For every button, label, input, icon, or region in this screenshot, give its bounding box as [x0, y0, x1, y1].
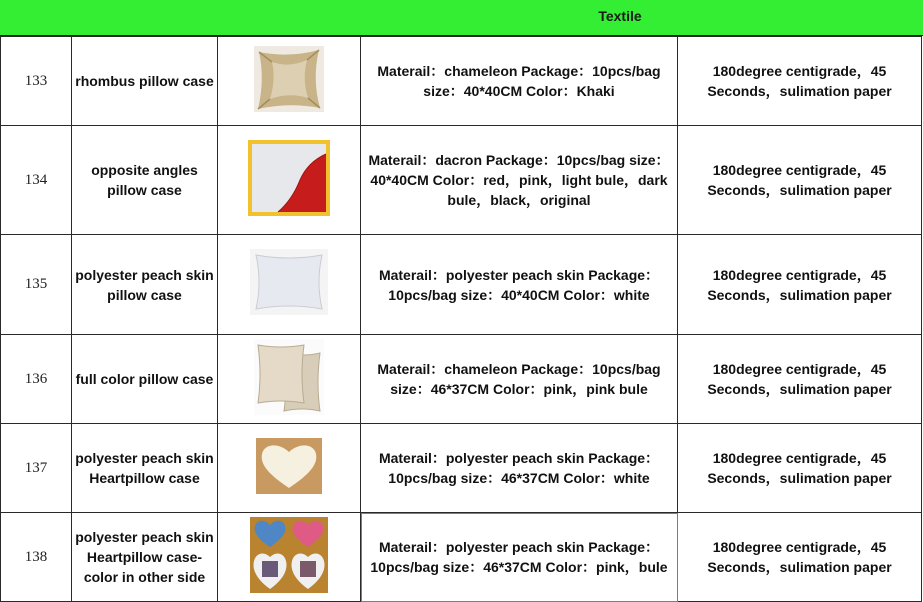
table-row	[1, 424, 922, 513]
table-row	[1, 126, 922, 235]
table-row	[1, 235, 922, 335]
table-row	[1, 335, 922, 424]
table-row	[1, 37, 922, 126]
process-spec: 180degree centigrade，45 Seconds，sulimation paper	[678, 424, 922, 513]
row-number: 136	[1, 335, 72, 424]
product-image-cell	[218, 513, 361, 602]
product-image-cell	[218, 126, 361, 235]
row-number: 135	[1, 235, 72, 335]
khaki-cushion-image	[254, 46, 324, 112]
product-image-cell	[218, 235, 361, 335]
product-image-cell	[218, 37, 361, 126]
section-title: Textile	[598, 8, 642, 24]
product-table	[0, 36, 922, 602]
process-spec: 180degree centigrade，45 Seconds，sulimation paper	[678, 235, 922, 335]
process-spec: 180degree centigrade，45 Seconds，sulimation paper	[678, 335, 922, 424]
product-description: Materail：dacron Package：10pcs/bag size：40*40CM Color：red，pink，light bule，dark bule，black，original	[361, 126, 678, 235]
process-spec: 180degree centigrade，45 Seconds，sulimation paper	[678, 126, 922, 235]
product-description: Materail：polyester peach skin Package：10pcs/bag size：40*40CM Color：white	[361, 235, 678, 335]
product-name: polyester peach skin Heartpillow case	[72, 424, 218, 513]
product-image-cell	[218, 335, 361, 424]
heart-pillow-image	[256, 438, 322, 494]
process-spec: 180degree centigrade，45 Seconds，sulimation paper	[678, 37, 922, 126]
row-number: 137	[1, 424, 72, 513]
product-description: Materail：polyester peach skin Package：10pcs/bag size：46*37CM Color：pink，bule	[361, 513, 678, 602]
white-pillow-image	[250, 249, 328, 315]
product-name: polyester peach skin Heartpillow case-color in other side	[72, 513, 218, 602]
product-name: opposite angles pillow case	[72, 126, 218, 235]
product-image-cell	[218, 424, 361, 513]
product-name: polyester peach skin pillow case	[72, 235, 218, 335]
satin-pillows-image	[254, 339, 324, 415]
process-spec: 180degree centigrade，45 Seconds，sulimation paper	[678, 513, 922, 602]
product-description: Materail：chameleon Package：10pcs/bag size：46*37CM Color：pink，pink bule	[361, 335, 678, 424]
product-description: Materail：chameleon Package：10pcs/bag size：40*40CM Color：Khaki	[361, 37, 678, 126]
row-number: 134	[1, 126, 72, 235]
photo-heart-pillows-image	[250, 517, 328, 593]
red-corner-pillow-image	[248, 140, 330, 216]
product-name: full color pillow case	[72, 335, 218, 424]
product-name: rhombus pillow case	[72, 37, 218, 126]
row-number: 133	[1, 37, 72, 126]
row-number: 138	[1, 513, 72, 602]
product-description: Materail：polyester peach skin Package：10pcs/bag size：46*37CM Color：white	[361, 424, 678, 513]
section-header	[0, 0, 923, 36]
table-row	[1, 513, 922, 602]
